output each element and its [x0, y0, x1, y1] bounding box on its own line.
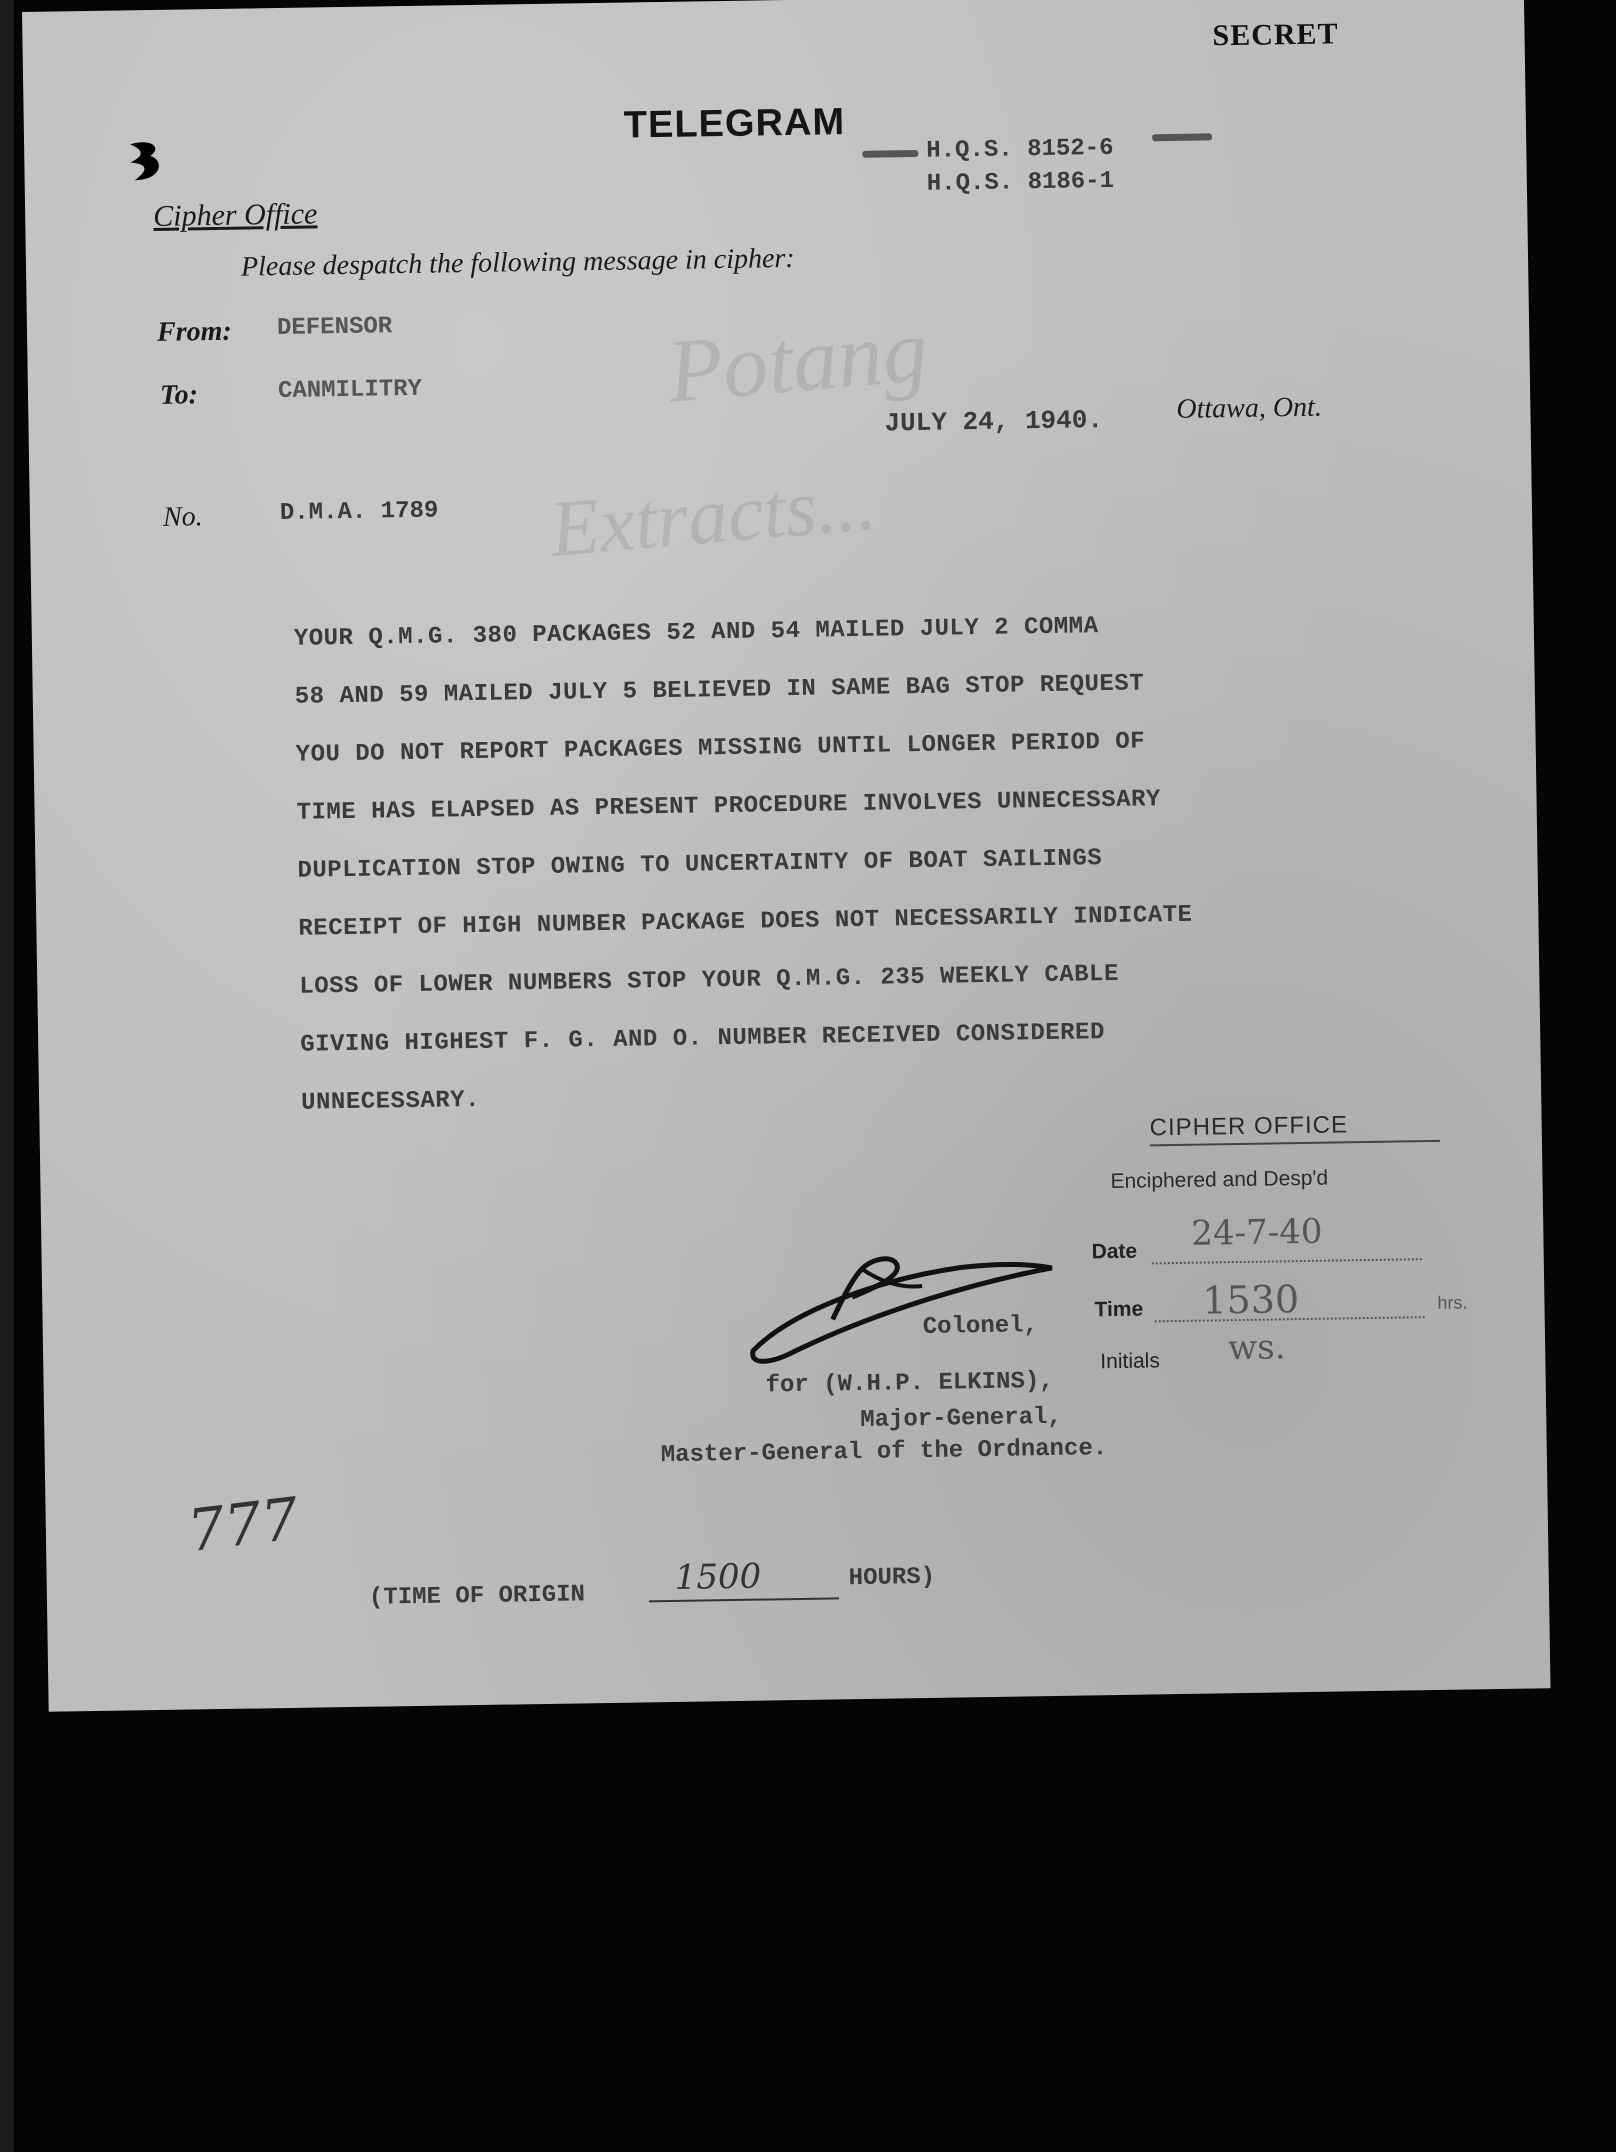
origin-underline: [649, 1597, 839, 1602]
signatory-for-line: for (W.H.P. ELKINS),: [765, 1367, 1054, 1400]
faint-bleed-through-2: Extracts...: [546, 458, 880, 574]
stamp-time-label: Time: [1094, 1297, 1144, 1322]
message-line: DUPLICATION STOP OWING TO UNCERTAINTY OF BOAT SAILINGS: [297, 845, 1103, 885]
place-of-origin: Ottawa, Ont.: [1176, 391, 1323, 425]
origin-suffix: HOURS): [848, 1563, 936, 1593]
file-reference-2: H.Q.S. 8186-1: [926, 167, 1115, 198]
message-line: TIME HAS ELAPSED AS PRESENT PROCEDURE INVOLVES UNNECESSARY: [296, 786, 1162, 827]
stamp-date-value: 24-7-40: [1191, 1211, 1323, 1254]
message-line: RECEIPT OF HIGH NUMBER PACKAGE DOES NOT NECESSARILY INDICATE: [298, 901, 1193, 943]
faint-bleed-through: Potang: [663, 300, 932, 422]
ref-strike-left: [862, 150, 918, 158]
telegram-sheet: [22, 0, 1551, 1712]
from-value: DEFENSOR: [276, 313, 393, 343]
to-value: CANMILITRY: [277, 375, 423, 406]
origin-prefix: (TIME OF ORIGIN: [368, 1581, 586, 1612]
origin-time-value: 1500: [674, 1556, 762, 1598]
to-label: To:: [159, 379, 199, 411]
classification-label: SECRET: [1212, 17, 1339, 53]
stamp-initials-label: Initials: [1100, 1349, 1161, 1374]
message-line: UNNECESSARY.: [300, 1086, 481, 1117]
corner-clip-mark: [122, 136, 169, 189]
message-line: LOSS OF LOWER NUMBERS STOP YOUR Q.M.G. 235 WEEKLY CABLE: [299, 960, 1120, 1001]
from-label: From:: [156, 315, 232, 348]
number-label: No.: [162, 501, 203, 533]
document-title: TELEGRAM: [623, 101, 846, 147]
margin-handwritten-note: 777: [184, 1484, 303, 1566]
stamp-date-label: Date: [1091, 1239, 1138, 1264]
message-line: 58 AND 59 MAILED JULY 5 BELIEVED IN SAME BAG STOP REQUEST: [294, 670, 1145, 711]
file-reference-1: H.Q.S. 8152-6: [926, 134, 1114, 165]
handwritten-signature: [731, 1236, 1073, 1381]
message-date: JULY 24, 1940.: [884, 405, 1104, 439]
stamp-time-unit: hrs.: [1437, 1292, 1468, 1313]
message-line: YOUR Q.M.G. 380 PACKAGES 52 AND 54 MAILED JULY 2 COMMA: [293, 613, 1099, 653]
stamp-initials-value: ws.: [1227, 1327, 1286, 1369]
despatch-instruction: Please despatch the following message in cipher:: [240, 242, 795, 283]
signatory-title: Major-General,: [860, 1403, 1063, 1435]
cipher-office-heading: Cipher Office: [152, 197, 318, 233]
stamp-subtitle: Enciphered and Desp'd: [1110, 1166, 1329, 1194]
message-number: D.M.A. 1789: [279, 497, 439, 528]
ref-strike-right: [1152, 133, 1212, 141]
signatory-office: Master-General of the Ordnance.: [660, 1435, 1108, 1470]
scan-border: [0, 0, 14, 2152]
stamp-date-dotline: [1152, 1258, 1422, 1264]
stamp-time-value: 1530: [1202, 1277, 1300, 1323]
message-line: YOU DO NOT REPORT PACKAGES MISSING UNTIL LONGER PERIOD OF: [295, 728, 1146, 769]
signatory-rank: Colonel,: [922, 1312, 1039, 1342]
stamp-title: CIPHER OFFICE: [1149, 1111, 1349, 1142]
message-line: GIVING HIGHEST F. G. AND O. NUMBER RECEIVED CONSIDERED: [300, 1019, 1106, 1059]
